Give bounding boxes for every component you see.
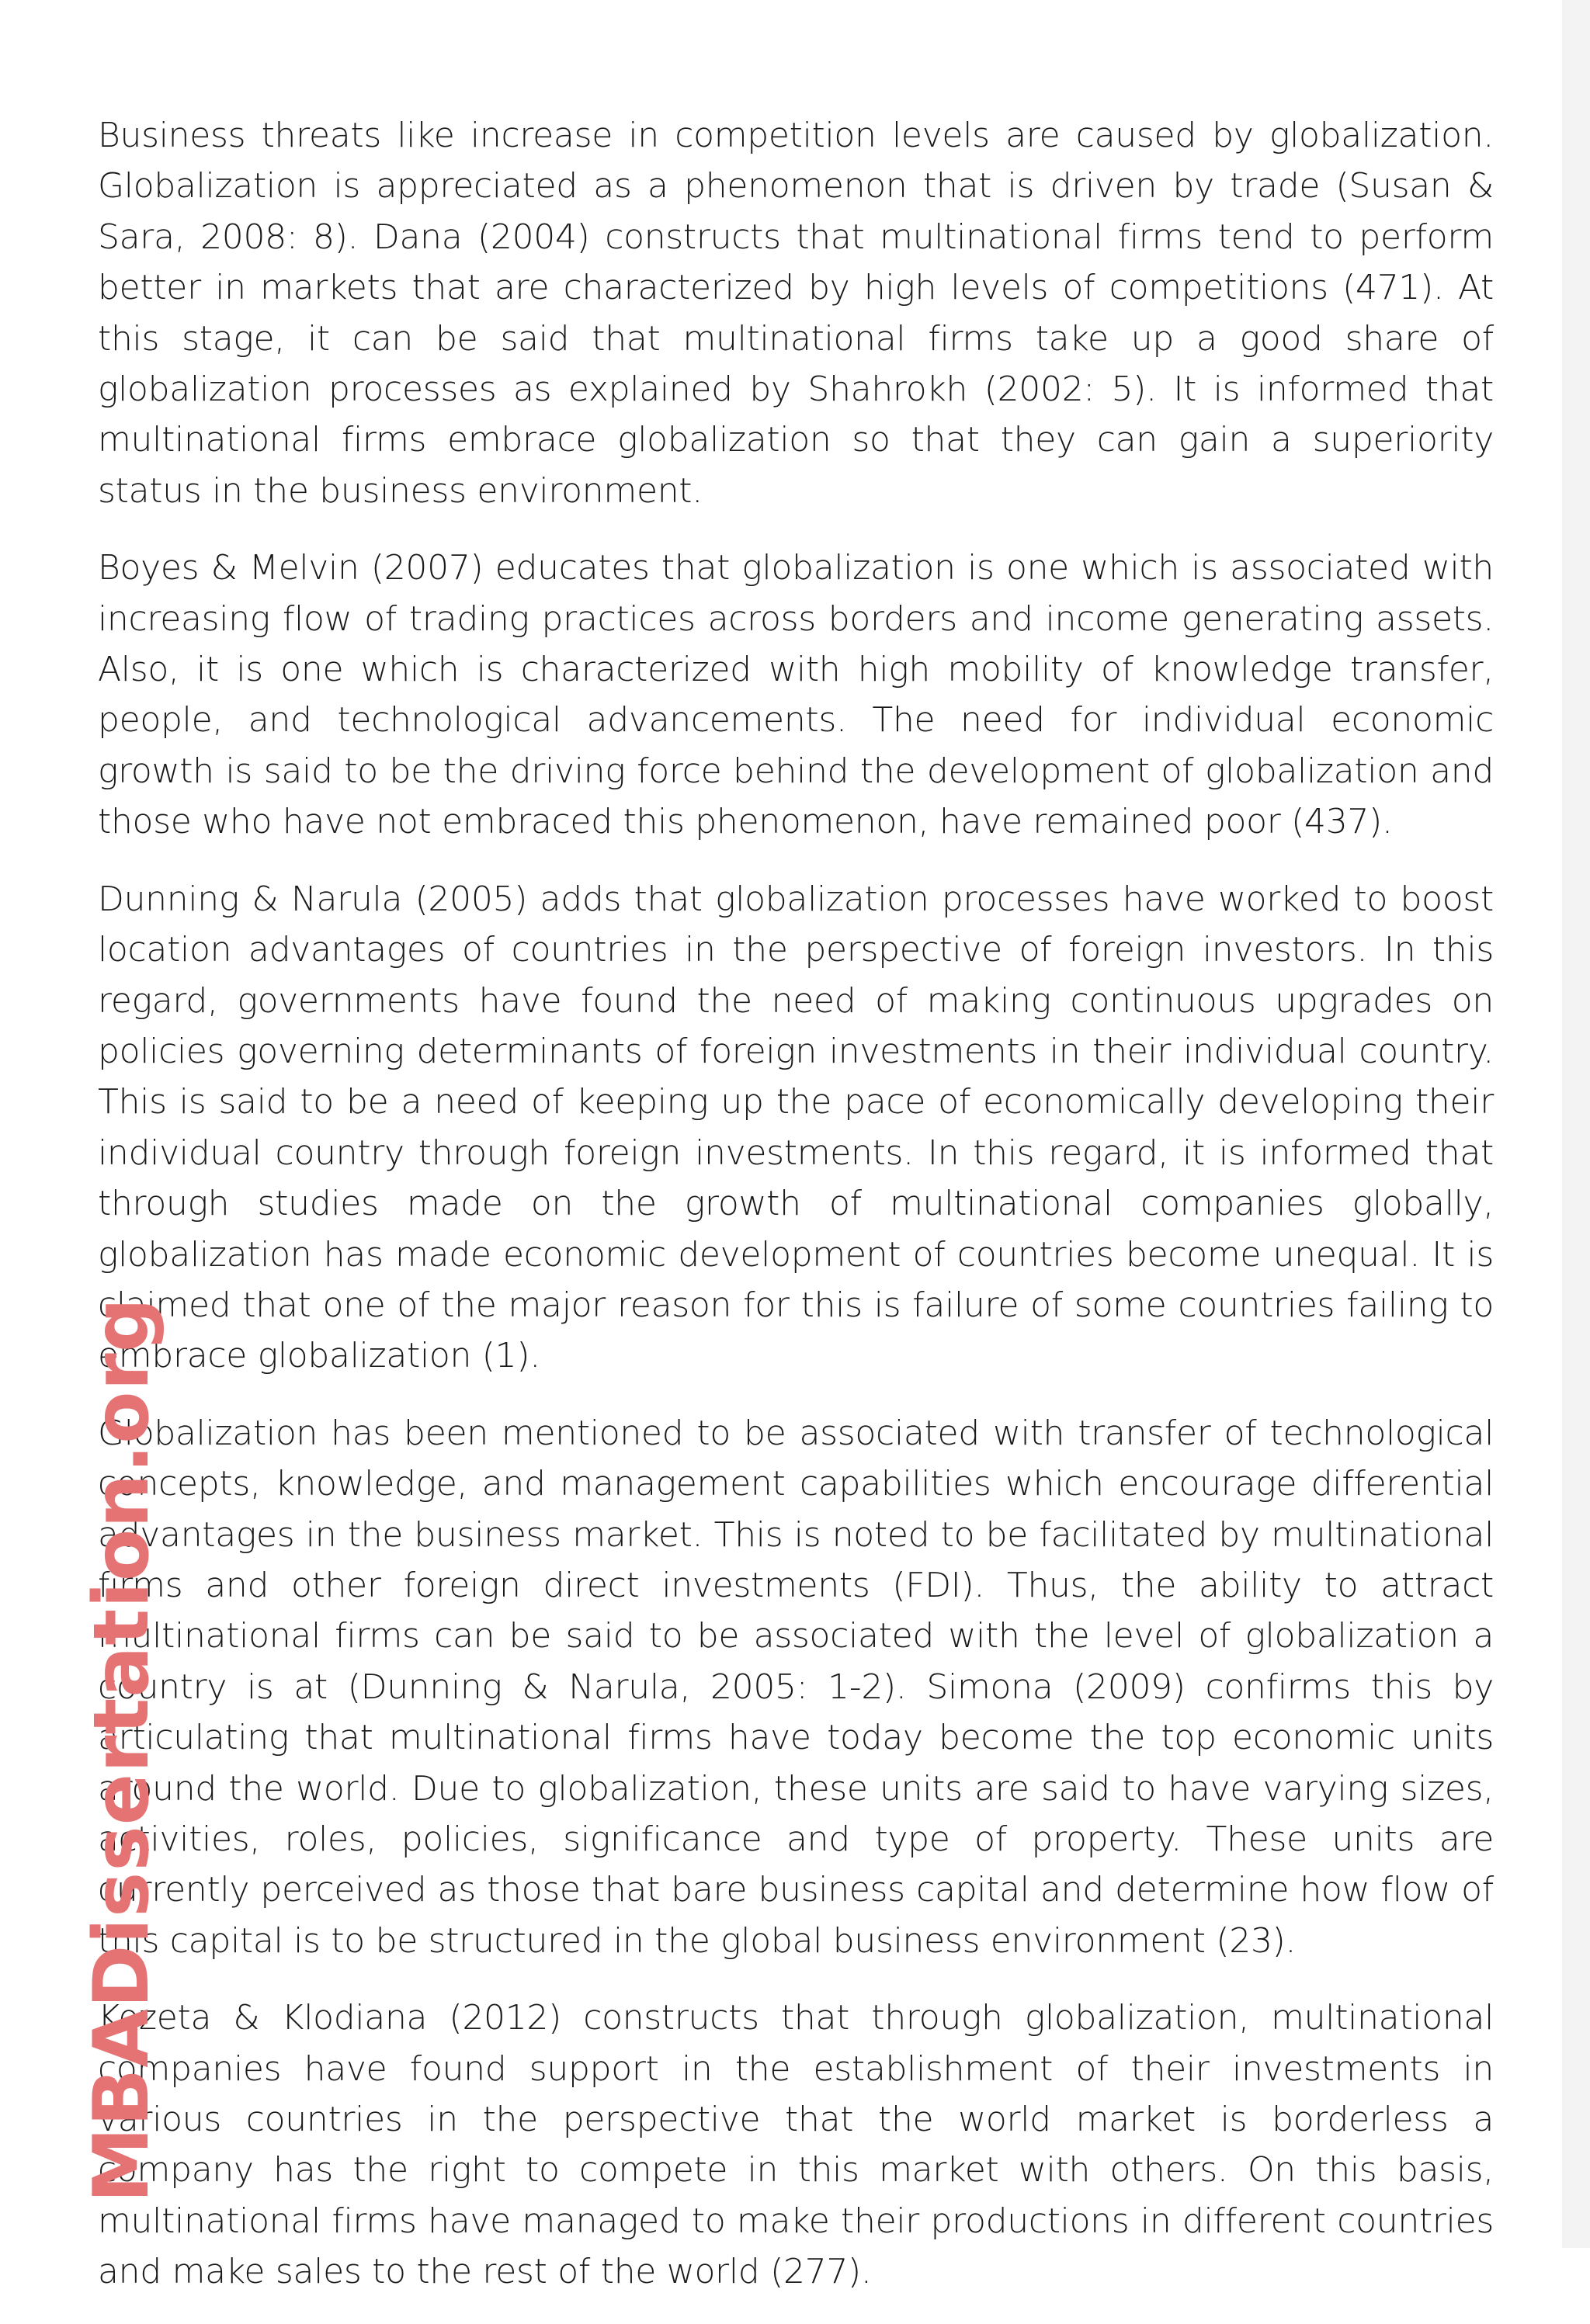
page-edge-strip [1562, 0, 1590, 2248]
paragraph-5: Kozeta & Klodiana (2012) constructs that through globalization, multinational companies have found support in the establishment of their investments in various countries in the perspective that the world market is borderless a company has the right to compete in this market with others. On this basis, multinational firms have managed to make their productions in different countries and make sales to the rest of the world (277). [98, 1998, 1494, 2292]
paragraph-4: Globalization has been mentioned to be associated with transfer of technological concepts, knowledge, and management capabilities which encourage differential advantages in the business market. This is noted to be facilitated by multinational firms and other foreign direct investments (FDI). Thus, the ability to attract multinational firms can be said to be associated with the level of globalization a country is at (Dunning & Narula, 2005: 1-2). Simona (2009) confirms this by articulating that multinational firms have today become the top economic units around the world. Due to globalization, these units are said to have varying sizes, activities, roles, policies, significance and type of property. These units are currently perceived as those that bare business capital and determine how flow of this capital is to be structured in the global business environment (23). [98, 1413, 1494, 1961]
paragraph-3: Dunning & Narula (2005) adds that globalization processes have worked to boost location advantages of countries in the perspective of foreign investors. In this regard, governments have found the need of making continuous upgrades on policies governing determinants of foreign investments in their individual country. This is said to be a need of keeping up the pace of economically developing their individual country through foreign investments. In this regard, it is informed that through studies made on the growth of multinational companies globally, globalization has made economic development of countries become unequal. It is claimed that one of the major reason for this is failure of some countries failing to embrace globalization (1). [98, 879, 1494, 1376]
paragraph-2: Boyes & Melvin (2007) educates that globalization is one which is associated with increasing flow of trading practices across borders and income generating assets. Also, it is one which is characterized with high mobility of knowledge transfer, people, and technological advancements. The need for individual economic growth is said to be the driving force behind the development of globalization and those who have not embraced this phenomenon, have remained poor (437). [98, 548, 1494, 842]
watermark-logo: MBADissertation.org [78, 1296, 166, 2203]
body-text [98, 110, 1494, 2324]
paragraph-1: Business threats like increase in competition levels are caused by globalization. Globalization is appreciated as a phenomenon that is driven by trade (Susan & Sara, 2008: 8). Dana (2004) constructs that multinational firms tend to perform better in markets that are characterized by high levels of competitions (471). At this stage, it can be said that multinational firms take up a good share of globalization processes as explained by Shahrokh (2002: 5). It is informed that multinational firms embrace globalization so that they can gain a superiority status in the business environment. [98, 116, 1494, 511]
